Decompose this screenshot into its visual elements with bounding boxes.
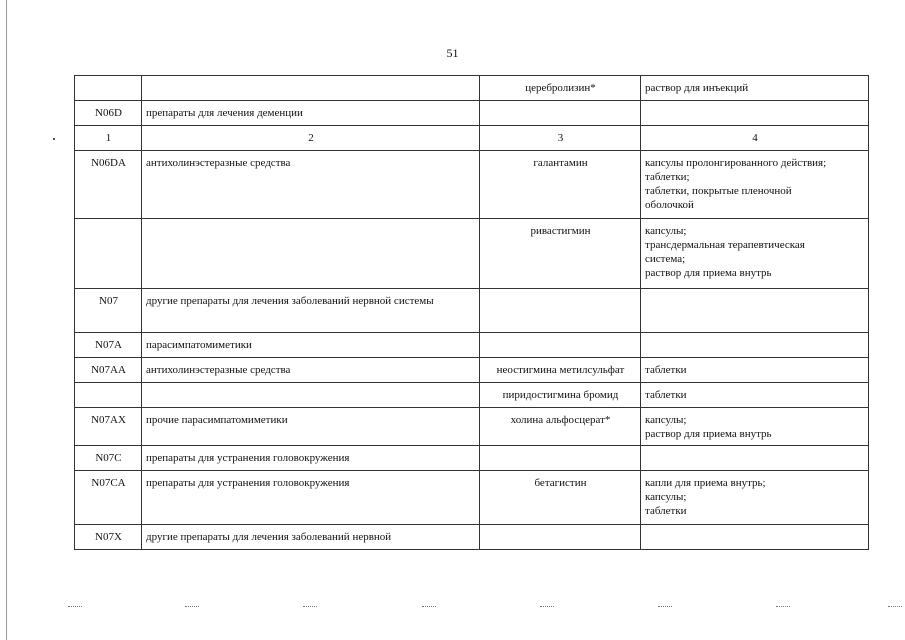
dosage-form-line: раствор для инъекций: [645, 82, 749, 94]
footer-scan-marks: [60, 606, 905, 616]
drug-name-cell: галантамин: [480, 151, 641, 219]
dosage-forms-cell: [641, 383, 869, 408]
dosage-forms-cell: [641, 446, 869, 471]
atc-code-cell: [75, 76, 142, 101]
atc-code-cell: N07AA: [75, 358, 142, 383]
atc-code-cell: N06DA: [75, 151, 142, 219]
table-row: [75, 471, 869, 525]
dosage-forms-cell: [641, 408, 869, 446]
dosage-forms-cell: [641, 219, 869, 289]
dosage-form-line: таблетки, покрытые пленочной: [645, 185, 792, 197]
drug-name-cell: [480, 446, 641, 471]
margin-dot: [53, 138, 55, 140]
table-row: [75, 76, 869, 101]
table-row: [75, 289, 869, 333]
table-row: [75, 525, 869, 550]
dosage-forms-cell: [641, 76, 869, 101]
column-numbers-row: [75, 126, 869, 151]
dosage-forms-cell: [641, 126, 869, 151]
table-row: [75, 151, 869, 219]
atc-code-cell: N07AX: [75, 408, 142, 446]
anatomical-group-cell: препараты для лечения деменции: [142, 101, 480, 126]
dosage-form-line: трансдермальная терапевтическая: [645, 239, 805, 251]
anatomical-group-cell: парасимпатомиметики: [142, 333, 480, 358]
drug-name-cell: церебролизин*: [480, 76, 641, 101]
atc-code-cell: N06D: [75, 101, 142, 126]
dosage-form-line: капсулы;: [645, 491, 687, 503]
dosage-forms-cell: [641, 289, 869, 333]
table-row: [75, 358, 869, 383]
anatomical-group-cell: 2: [142, 126, 480, 151]
dosage-form-line: таблетки: [645, 364, 687, 376]
dosage-forms-cell: [641, 471, 869, 525]
anatomical-group-cell: [142, 219, 480, 289]
drug-name-cell: ривастигмин: [480, 219, 641, 289]
drug-name-cell: [480, 289, 641, 333]
anatomical-group-cell: другие препараты для лечения заболеваний нервной системы: [142, 289, 480, 333]
dosage-forms-cell: [641, 333, 869, 358]
dosage-form-line: капсулы пролонгированного действия;: [645, 157, 827, 169]
dosage-form-line: 4: [752, 132, 758, 144]
atc-code-cell: N07CA: [75, 471, 142, 525]
dosage-form-line: таблетки: [645, 389, 687, 401]
dosage-form-line: таблетки: [645, 505, 687, 517]
drug-name-cell: [480, 333, 641, 358]
dosage-form-line: оболочкой: [645, 199, 694, 211]
dosage-forms-cell: [641, 358, 869, 383]
drug-name-cell: 3: [480, 126, 641, 151]
drug-name-cell: [480, 101, 641, 126]
dosage-forms-cell: [641, 101, 869, 126]
atc-code-cell: N07: [75, 289, 142, 333]
anatomical-group-cell: препараты для устранения головокружения: [142, 471, 480, 525]
anatomical-group-cell: антихолинэстеразные средства: [142, 358, 480, 383]
medicines-table: [74, 75, 869, 550]
dosage-form-line: капсулы;: [645, 225, 687, 237]
page-number: 51: [446, 46, 459, 60]
anatomical-group-cell: [142, 383, 480, 408]
dosage-form-line: раствор для приема внутрь: [645, 267, 772, 279]
dosage-forms-cell: [641, 151, 869, 219]
dosage-form-line: система;: [645, 253, 686, 265]
table-row: [75, 333, 869, 358]
table-row: [75, 101, 869, 126]
atc-code-cell: N07C: [75, 446, 142, 471]
anatomical-group-cell: антихолинэстеразные средства: [142, 151, 480, 219]
dosage-form-line: капсулы;: [645, 414, 687, 426]
table-row: [75, 446, 869, 471]
dosage-form-line: таблетки;: [645, 171, 690, 183]
dosage-form-line: капли для приема внутрь;: [645, 477, 766, 489]
drug-name-cell: [480, 525, 641, 550]
atc-code-cell: N07A: [75, 333, 142, 358]
atc-code-cell: N07X: [75, 525, 142, 550]
drug-name-cell: бетагистин: [480, 471, 641, 525]
dosage-forms-cell: [641, 525, 869, 550]
table-row: [75, 219, 869, 289]
atc-code-cell: [75, 219, 142, 289]
table-body: [75, 76, 869, 550]
table-row: [75, 383, 869, 408]
page-left-border: [6, 0, 7, 640]
atc-code-cell: 1: [75, 126, 142, 151]
anatomical-group-cell: препараты для устранения головокружения: [142, 446, 480, 471]
drug-name-cell: пиридостигмина бромид: [480, 383, 641, 408]
drug-name-cell: неостигмина метилсульфат: [480, 358, 641, 383]
table-row: [75, 408, 869, 446]
dosage-form-line: раствор для приема внутрь: [645, 428, 772, 440]
atc-code-cell: [75, 383, 142, 408]
anatomical-group-cell: [142, 76, 480, 101]
anatomical-group-cell: другие препараты для лечения заболеваний нервной: [142, 525, 480, 550]
drug-name-cell: холина альфосцерат*: [480, 408, 641, 446]
anatomical-group-cell: прочие парасимпатомиметики: [142, 408, 480, 446]
